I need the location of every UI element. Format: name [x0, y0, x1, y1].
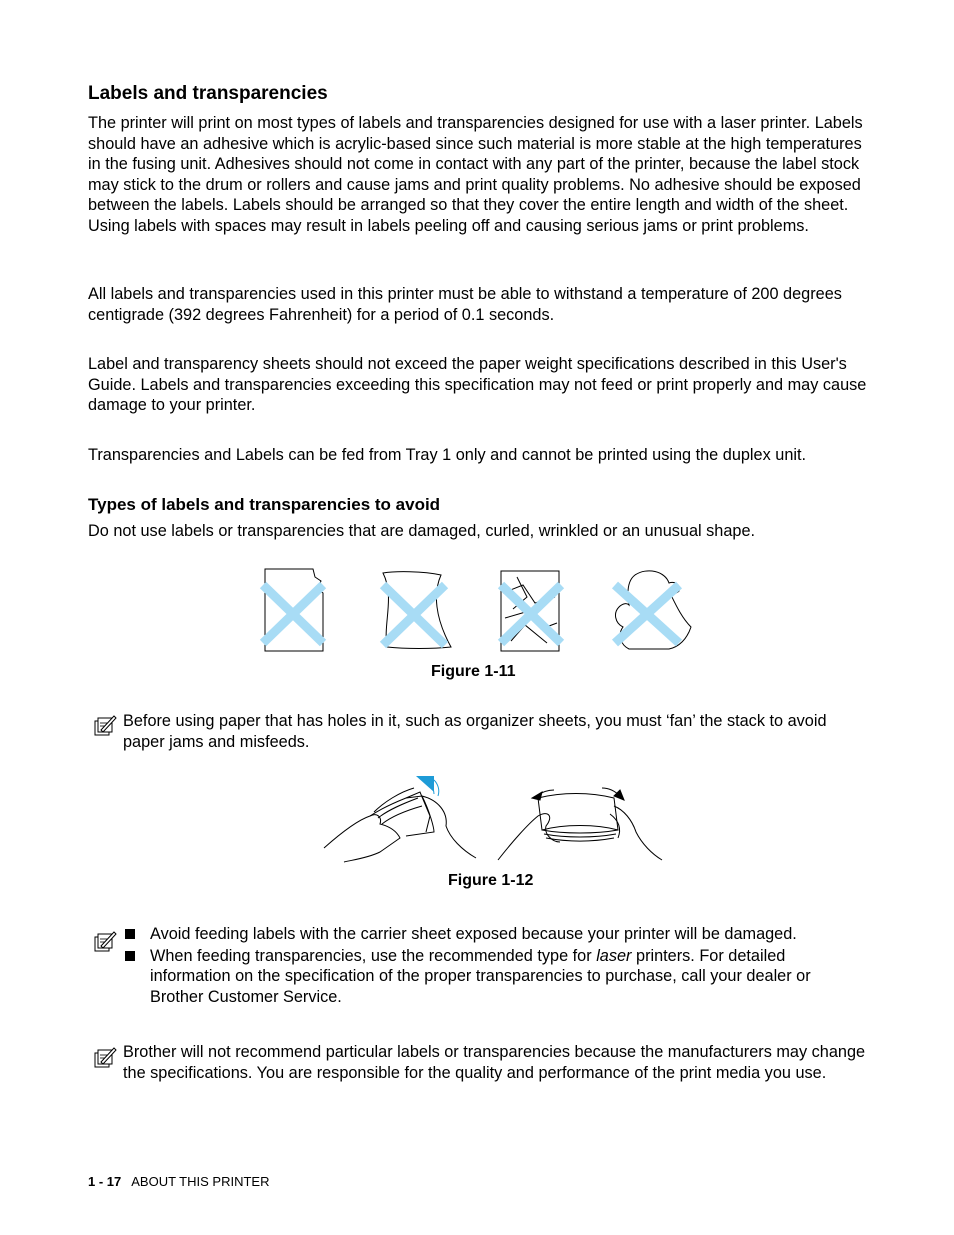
paragraph-intro: The printer will print on most types of labels and transparencies designed for use with a laser printer. Labels should have an adhesive which is acrylic-based since such material is more stable at the high temperatures in the fusing unit. Adhesives should not come in contact with any part of the printer, because the label stock may stick to the drum or rollers and cause jams and print quality problems. No adhesive should be exposed between the labels. Labels should be arranged so that they cover the entire length and width of the sheet. Using labels with spaces may result in labels peeling off and causing serious jams or print problems. — [88, 114, 863, 235]
figure-1-12-caption: Figure 1-12 — [448, 872, 534, 889]
list-item — [123, 924, 868, 945]
right-hands-drawing — [498, 794, 662, 861]
bullet-text-laser: laser — [596, 946, 632, 965]
arrow-icon — [416, 776, 439, 796]
note-bullet-list — [123, 924, 868, 1008]
square-bullet-icon — [125, 929, 135, 939]
note-pencil-icon — [92, 714, 118, 738]
paragraph-temperature: All labels and transparencies used in this printer must be able to withstand a temperature of 200 degrees centigrade (392 degrees Fahrenheit) for a period of 0.1 seconds. — [88, 285, 842, 324]
bullet-text-transparencies-pre: When feeding transparencies, use the recommended type for — [150, 946, 597, 965]
subsection-intro: Do not use labels or transparencies that are damaged, curled, wrinkled or an unusual shape. — [88, 522, 756, 540]
paragraph-tray: Transparencies and Labels can be fed from Tray 1 only and cannot be printed using the duplex unit. — [88, 446, 807, 464]
cross-mark-icon — [501, 585, 561, 643]
list-item — [123, 946, 868, 1008]
cross-mark-icon — [615, 585, 679, 643]
figure-1-11-illustration — [255, 563, 705, 658]
note-pencil-icon — [92, 1046, 118, 1070]
bullet-text-transparencies-post: printers. For detailed information on the specification of the proper transparencies to purchase, call your dealer or Brother Customer Service. — [150, 946, 811, 1006]
cross-mark-icon — [383, 585, 445, 645]
left-hands-drawing — [324, 788, 476, 862]
figure-1-11-caption: Figure 1-11 — [431, 663, 516, 680]
page-number: 1 - 17 — [88, 1174, 122, 1189]
section-heading: Labels and transparencies — [88, 83, 328, 104]
bullet-text-carrier-sheet: Avoid feeding labels with the carrier sheet exposed because your printer will be damaged. — [150, 925, 797, 943]
cross-mark-icon — [263, 585, 323, 643]
page-footer — [88, 1174, 269, 1190]
note-pencil-icon — [92, 930, 118, 954]
note-fan-paper: Before using paper that has holes in it, such as organizer sheets, you must ‘fan’ the stack to avoid paper jams and misfeeds. — [123, 712, 827, 751]
figure-1-12-illustration — [322, 772, 667, 864]
chapter-title: ABOUT THIS PRINTER — [131, 1174, 270, 1189]
subsection-heading: Types of labels and transparencies to avoid — [88, 495, 441, 514]
note-brother-recommend: Brother will not recommend particular labels or transparencies because the manufacturers may change the specifications. You are responsible for the quality and performance of the print media you use. — [123, 1043, 866, 1082]
square-bullet-icon — [125, 951, 135, 961]
paragraph-weight: Label and transparency sheets should not exceed the paper weight specifications described in this User's Guide. Labels and transparencies exceeding this specification may not feed or print properly and may cause damage to your printer. — [88, 355, 867, 414]
